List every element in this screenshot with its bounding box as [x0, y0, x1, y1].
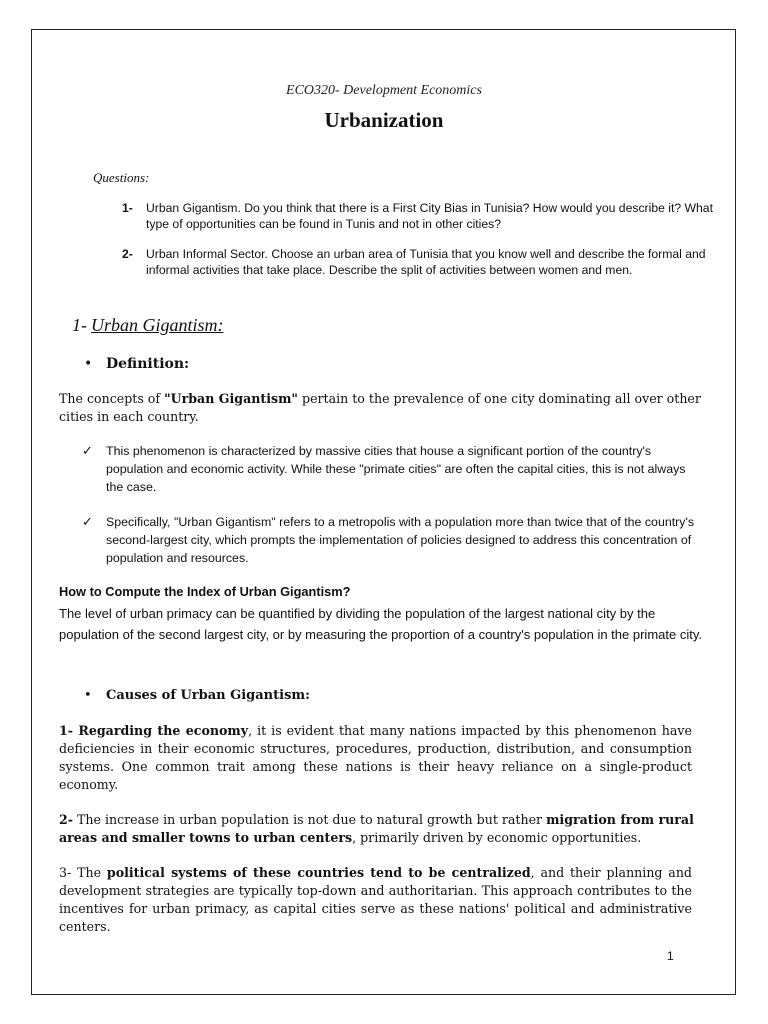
definition-bullet — [84, 356, 384, 376]
checkmark-icon: ✓ — [82, 514, 93, 529]
bullet-icon: • — [84, 356, 93, 372]
section-title: Urban Gigantism: — [91, 315, 224, 335]
question-number: 1- — [122, 201, 133, 215]
cause-2-text: The increase in urban population is not due to natural growth but rather — [73, 812, 547, 827]
definition-paragraph — [59, 390, 709, 426]
cause-2-paragraph — [59, 811, 709, 847]
causes-label: Causes of Urban Gigantism: — [106, 688, 310, 703]
check-text: This phenomenon is characterized by massive cities that house a significant portion of the country's population and economic activity. While these "primate cities" are often the capital cities, this is not always the case. — [106, 444, 686, 494]
definition-label: Definition: — [106, 356, 190, 372]
cause-1-text: , it is evident that many nations impacted by this phenomenon have deficiencies in their economic structures, procedures, production, distribution, and consumption systems. One common trait among these nations is their heavy reliance on a single-product economy. — [59, 723, 692, 792]
definition-text-end: pertain to the prevalence of one city dominating all over other cities in each country. — [59, 391, 701, 424]
cause-3-text: The — [71, 865, 107, 880]
compute-paragraph: The level of urban primacy can be quantified by dividing the population of the largest national city by the population of the second largest city, or by measuring the proportion of a country's population in the primate city. — [59, 606, 702, 642]
document-title: Urbanization — [324, 108, 444, 132]
question-item-2 — [122, 246, 722, 280]
cause-3-paragraph — [59, 864, 692, 936]
checkmark-icon: ✓ — [82, 443, 93, 458]
cause-2-text-end: , primarily driven by economic opportunities. — [352, 830, 642, 845]
cause-1-paragraph — [59, 722, 692, 794]
definition-text: The concepts of — [59, 391, 165, 406]
question-number: 2- — [122, 247, 133, 261]
section-heading — [72, 315, 224, 336]
page-number: 1 — [667, 949, 674, 963]
check-text: Specifically, "Urban Gigantism" refers to a metropolis with a population more than twice that of the country's second-largest city, which prompts the implementation of policies designed to address this concentration of population and resources. — [106, 515, 695, 565]
definition-term: "Urban Gigantism" — [164, 391, 298, 406]
cause-3-emphasis: political systems of these countries tend to be centralized — [106, 865, 531, 880]
question-text: Urban Gigantism. Do you think that there is a First City Bias in Tunisia? How would you describe it? What type of opportunities can be found in Tunis and not in other cities? — [146, 201, 713, 231]
cause-1-lead: 1- Regarding the economy — [59, 723, 249, 738]
check-item-2 — [82, 513, 712, 569]
compute-heading: How to Compute the Index of Urban Gigantism? — [59, 584, 351, 599]
cause-3-text-end: , and their planning and development strategies are typically top-down and authoritarian. This approach contributes to the incentives for urban primacy, as capital cities serve as these nations' political and administrative centers. — [59, 865, 692, 934]
check-item-1 — [82, 442, 712, 498]
cause-3-lead: 3- — [59, 865, 72, 880]
course-title: ECO320- Development Economics — [286, 83, 482, 98]
section-number: 1- — [72, 315, 87, 335]
questions-label: Questions: — [93, 170, 150, 185]
bullet-icon: • — [84, 688, 92, 703]
causes-bullet — [84, 688, 384, 708]
question-item-1 — [122, 200, 722, 234]
question-text: Urban Informal Sector. Choose an urban area of Tunisia that you know well and describe the formal and informal activities that take place. Describe the split of activities between women and men. — [146, 247, 706, 277]
cause-2-emphasis: migration from rural areas and smaller towns to urban centers — [59, 812, 694, 845]
cause-2-lead: 2- — [59, 812, 73, 827]
